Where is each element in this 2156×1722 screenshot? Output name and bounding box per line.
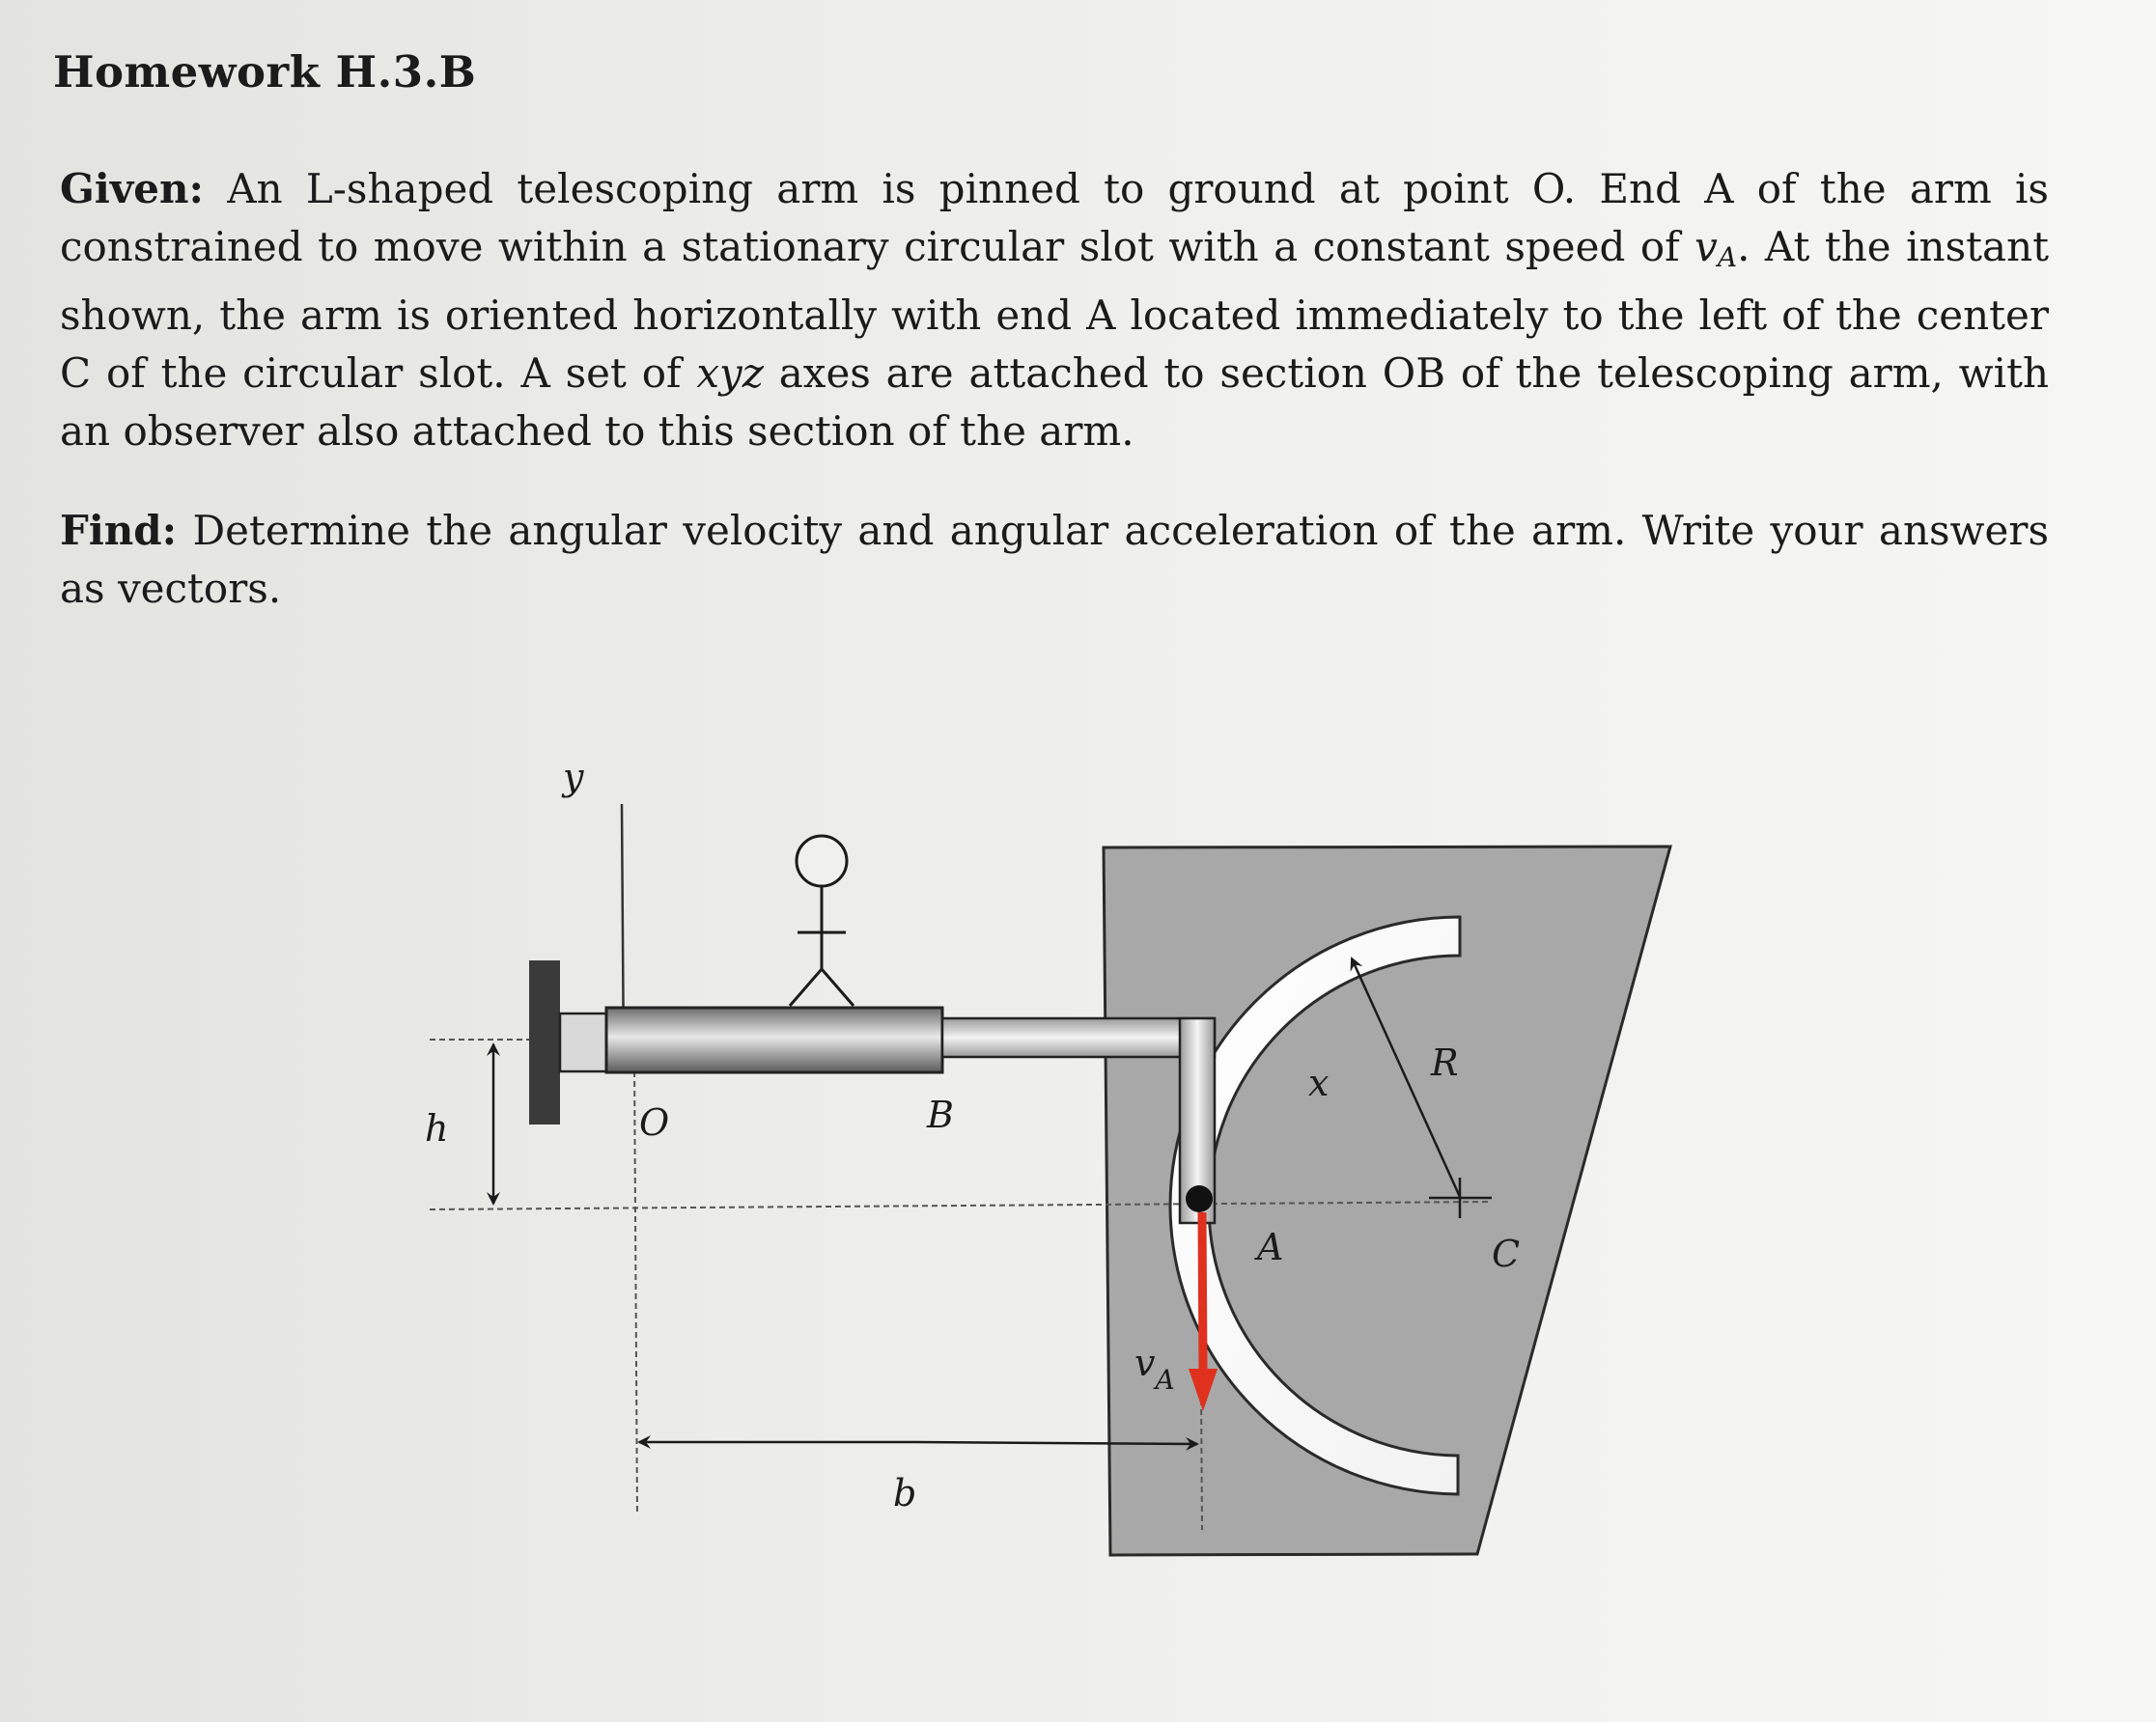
- label-o: O: [639, 1101, 670, 1144]
- given-label: Given:: [60, 165, 204, 212]
- label-r: R: [1431, 1042, 1459, 1084]
- label-y: y: [563, 756, 584, 798]
- speed-symbol: v: [1694, 223, 1718, 270]
- dashed-a-vertical: [1201, 1390, 1202, 1530]
- ground-wall: [529, 960, 560, 1125]
- label-h: h: [425, 1107, 449, 1150]
- label-a: A: [1257, 1226, 1284, 1268]
- axes-symbol: xyz: [696, 349, 764, 397]
- label-x: x: [1308, 1062, 1330, 1104]
- observer-figure: [790, 836, 854, 1006]
- telescoping-rod: [942, 1018, 1215, 1057]
- given-text-3: axes are attached to section OB of the telescoping arm, with an observer also attached to this section of the arm.: [60, 349, 2049, 455]
- given-text-2: . At the instant shown, the arm is oriented horizontally with end A located immediately to the left of the center C of the circular slot. A set of: [60, 223, 2049, 397]
- speed-subscript: A: [1717, 241, 1738, 273]
- page-title: Homework H.3.B: [53, 46, 477, 97]
- label-b-dimension: b: [893, 1472, 917, 1514]
- velocity-arrow-shaft: [1202, 1212, 1203, 1369]
- label-va-main: v: [1134, 1342, 1156, 1384]
- find-label: Find:: [60, 507, 178, 554]
- label-va-sub: A: [1155, 1364, 1175, 1396]
- point-a-pin: [1186, 1185, 1213, 1212]
- arm-section-ob: [606, 1008, 942, 1072]
- label-b-point: B: [927, 1094, 954, 1136]
- given-text-1: An L-shaped telescoping arm is pinned to ground at point O. End A of the arm is constrained to move within a stationary circular slot with a constant speed of: [60, 165, 2049, 270]
- dashed-o-vertical: [634, 1062, 637, 1515]
- find-text: Determine the angular velocity and angular acceleration of the arm. Write your answers as vectors.: [60, 507, 2049, 612]
- label-c: C: [1492, 1233, 1521, 1275]
